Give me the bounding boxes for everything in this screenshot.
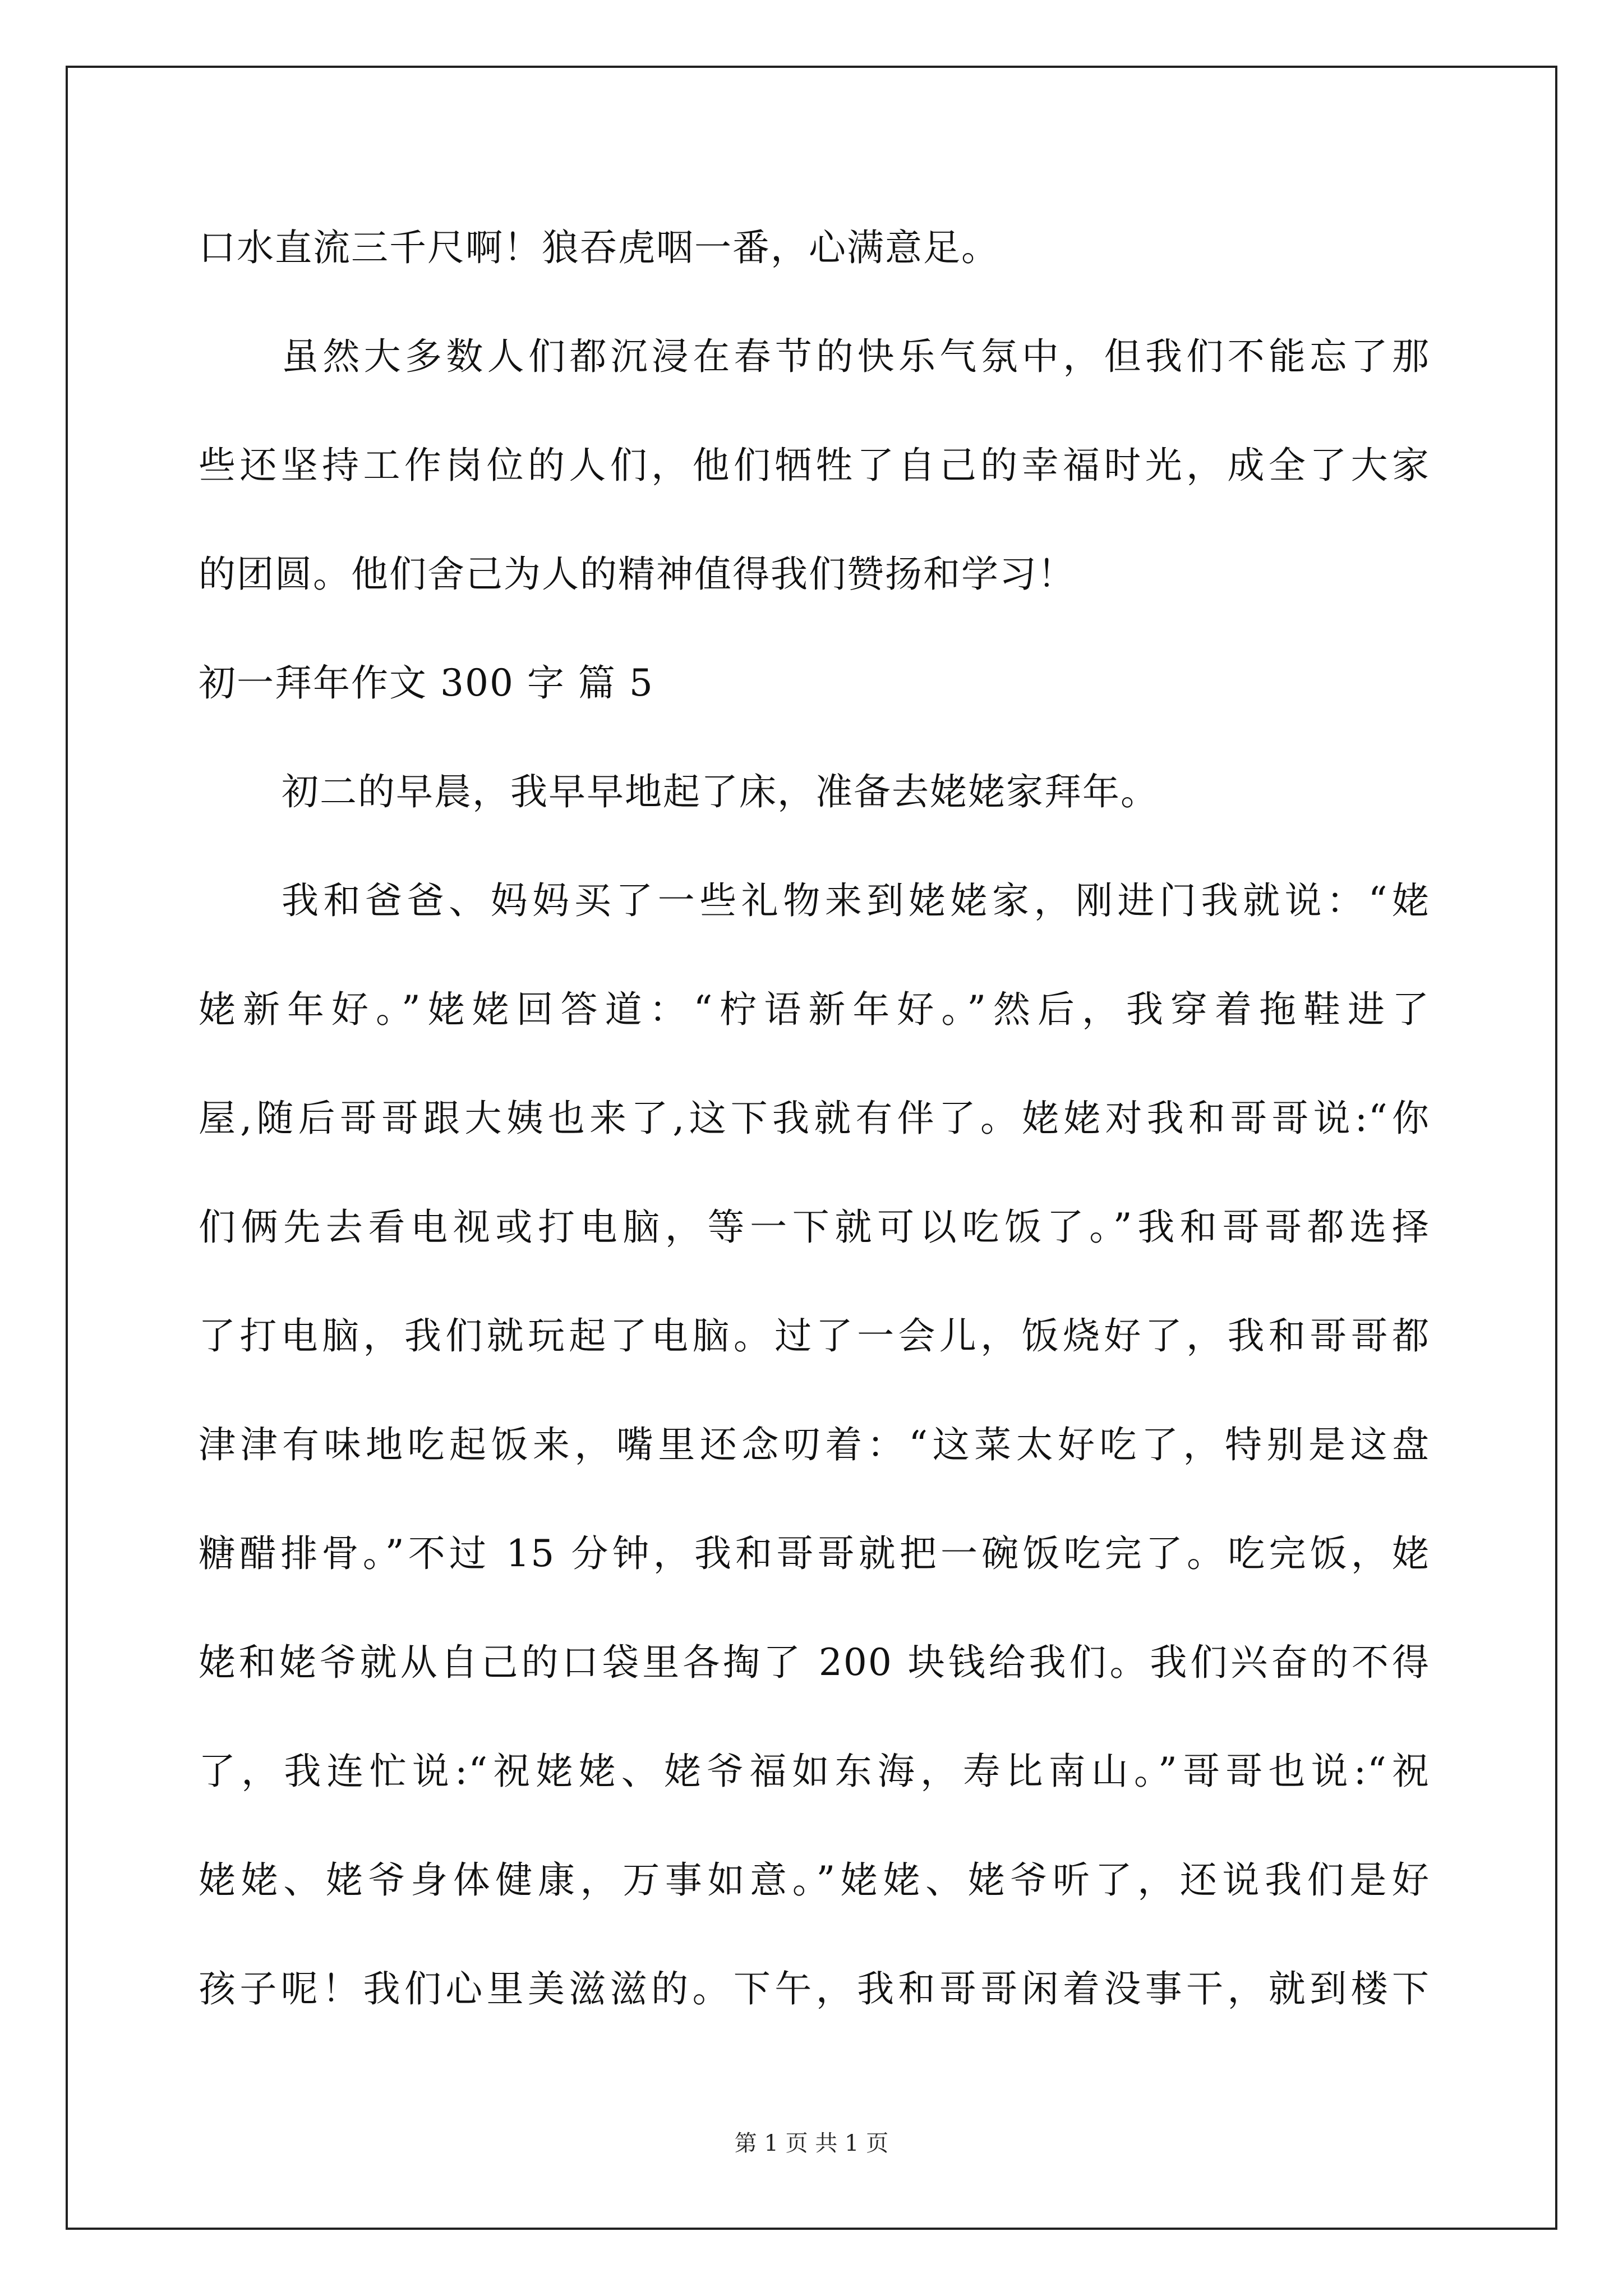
- paragraph-line: 了打电脑，我们就玩起了电脑。过了一会儿，饭烧好了，我和哥哥都: [199, 1314, 1430, 1358]
- paragraph-line: 的团圆。他们舍己为人的精神值得我们赞扬和学习！: [199, 553, 1076, 596]
- paragraph-line: 津津有味地吃起饭来，嘴里还念叨着：“这菜太好吃了，特别是这盘: [199, 1423, 1430, 1466]
- paragraph-line: 姥姥、姥爷身体健康，万事如意。”姥姥、姥爷听了，还说我们是好: [199, 1858, 1430, 1902]
- paragraph-line: 孩子呢！我们心里美滋滋的。下午，我和哥哥闲着没事干，就到楼下: [199, 1967, 1430, 2010]
- paragraph-line: 初二的早晨，我早早地起了床，准备去姥姥家拜年。: [282, 770, 1159, 813]
- paragraph-line: 虽然大多数人们都沉浸在春节的快乐气氛中，但我们不能忘了那: [282, 335, 1430, 378]
- paragraph-line: 糖醋排骨。”不过 15 分钟，我和哥哥就把一碗饭吃完了。吃完饭，姥: [199, 1532, 1430, 1575]
- page-footer: 第 1 页 共 1 页: [734, 2131, 889, 2156]
- paragraph-line: 姥新年好。”姥姥回答道：“柠语新年好。”然后，我穿着拖鞋进了: [199, 988, 1430, 1031]
- paragraph-line: 我和爸爸、妈妈买了一些礼物来到姥姥家，刚进门我就说：“姥: [282, 879, 1430, 922]
- paragraph-line: 了，我连忙说:“祝姥姥、姥爷福如东海，寿比南山。”哥哥也说:“祝: [199, 1750, 1430, 1793]
- paragraph-line: 些还坚持工作岗位的人们，他们牺牲了自己的幸福时光，成全了大家: [199, 444, 1430, 487]
- paragraph-line: 屋,随后哥哥跟大姨也来了,这下我就有伴了。姥姥对我和哥哥说:“你: [199, 1097, 1430, 1140]
- page-border: [66, 66, 1557, 2230]
- paragraph-line: 们俩先去看电视或打电脑，等一下就可以吃饭了。”我和哥哥都选择: [199, 1205, 1430, 1249]
- paragraph-line: 姥和姥爷就从自己的口袋里各掏了 200 块钱给我们。我们兴奋的不得: [199, 1641, 1430, 1684]
- paragraph-line: 口水直流三千尺啊！狼吞虎咽一番，心满意足。: [199, 226, 999, 269]
- section-heading: 初一拜年作文 300 字 篇 5: [199, 661, 654, 705]
